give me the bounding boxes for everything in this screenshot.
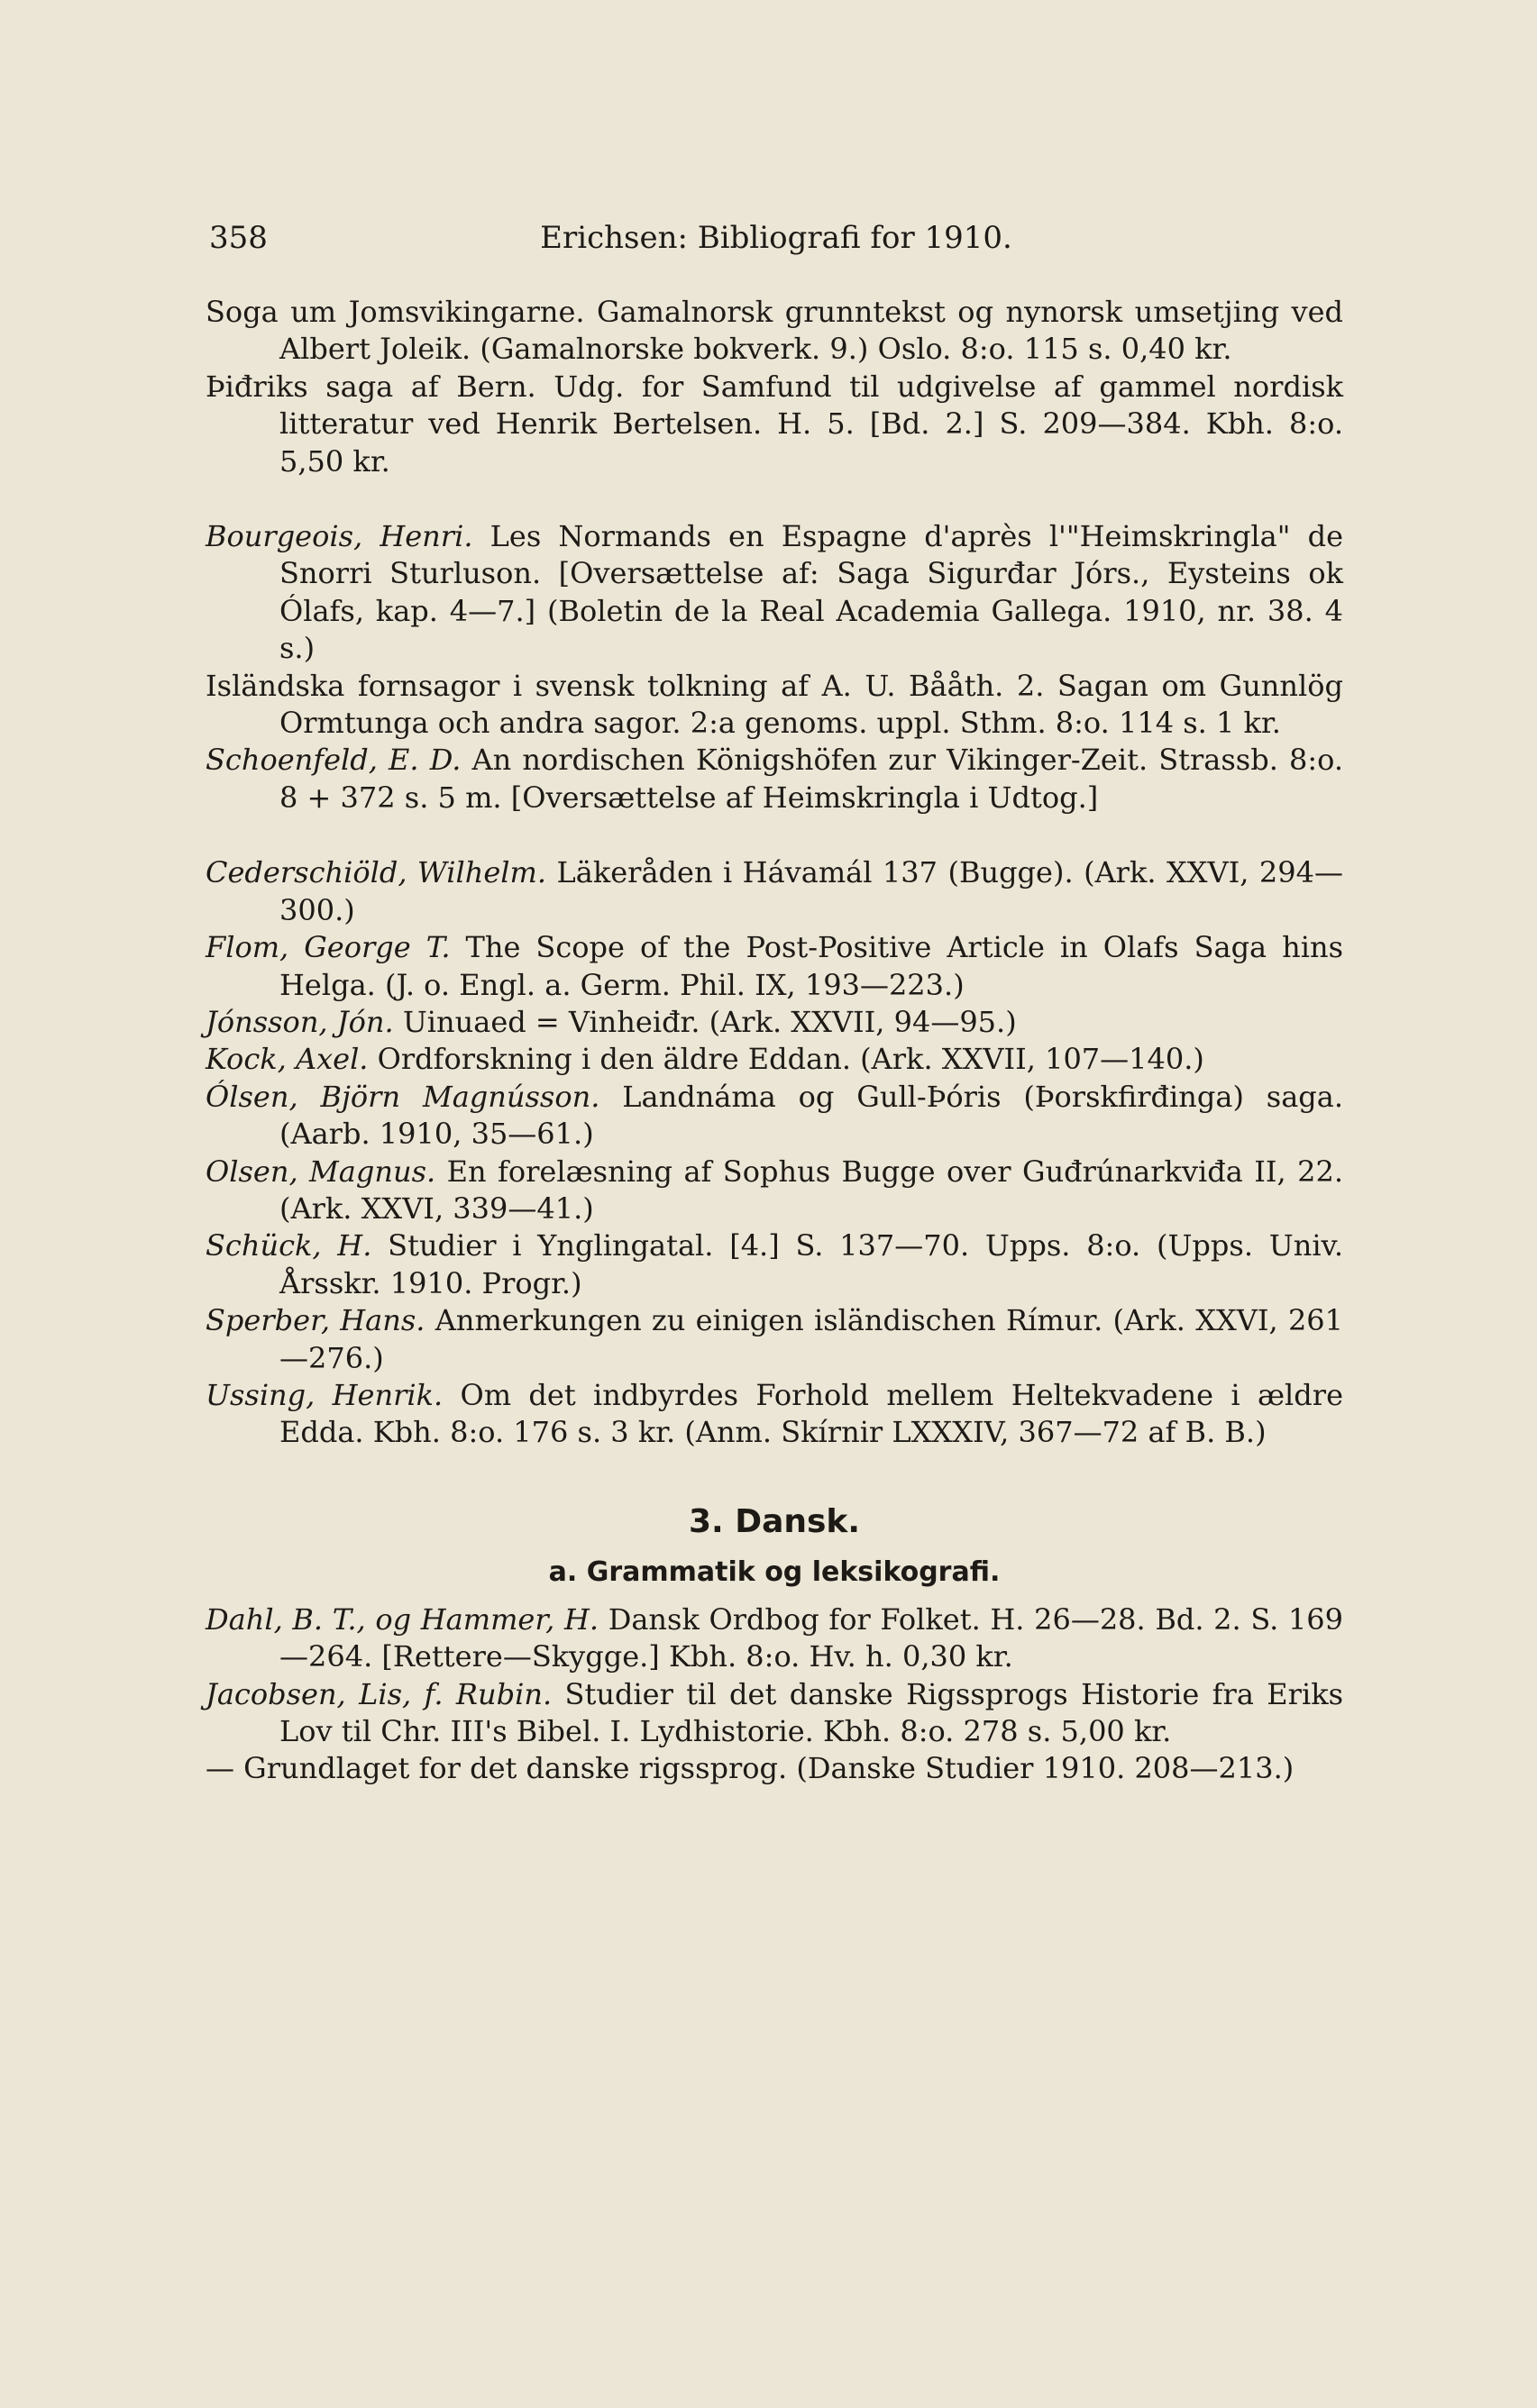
subsection-heading: a. Grammatik og leksikografi.: [548, 1555, 1001, 1588]
entry-author: Flom, George T.: [206, 930, 451, 965]
entry-text: Studier i Ynglingatal. [4.] S. 137—70. Upps. 8:o. (Upps. Univ. Årsskr. 1910. Progr.): [279, 1228, 1344, 1300]
entry-text: An nordischen Königshöfen zur Vikinger-Zeit. Strassb. 8:o. 8 + 372 s. 5 m. [Oversættelse af Heimskringla i Udtog.]: [279, 743, 1343, 815]
entry-text: Les Normands en Espagne d'après l'"Heimskringla" de Snorri Sturluson. [Oversættelse af: Saga Sigurđar Jórs., Eysteins ok Ólafs, kap. 4—7.] (Boletin de la Real Academia Gallega. 1910, nr. 38. 4 s.): [279, 519, 1344, 666]
entry-author: Sperber, Hans.: [206, 1303, 425, 1338]
entry-author: Bourgeois, Henri.: [206, 519, 473, 554]
entry-text: Þiđriks saga af Bern. Udg. for Samfund til udgivelse af gammel nordisk litteratur ved Henrik Bertelsen. H. 5. [Bd. 2.] S. 209—384. Kbh. 8:o. 5,50 kr.: [206, 369, 1343, 479]
entry-group: [206, 854, 1343, 1452]
bibliography-entry: [206, 369, 1343, 480]
bibliography-entry: [206, 1004, 1343, 1041]
bibliography-entry: [206, 929, 1343, 1004]
entry-author: Schück, H.: [206, 1228, 372, 1263]
bibliography-entry: [206, 1601, 1343, 1676]
bibliography-entry: [206, 1676, 1343, 1751]
bibliography-entry: [206, 854, 1343, 929]
entry-text: The Scope of the Post-Positive Article in Olafs Saga hins Helga. (J. o. Engl. a. Germ. Phil. IX, 193—223.): [279, 930, 1343, 1002]
section-heading: 3. Dansk.: [688, 1502, 861, 1540]
running-title: Erichsen: Bibliografi for 1910.: [540, 220, 1012, 256]
bibliography-entry: [206, 1302, 1343, 1377]
page-number: 358: [209, 220, 268, 256]
entry-author: Olsen, Magnus.: [206, 1154, 436, 1189]
entry-text: Om det indbyrdes Forhold mellem Heltekvadene i ældre Edda. Kbh. 8:o. 176 s. 3 kr. (Anm. Skírnir LXXXIV, 367—72 af B. B.): [279, 1377, 1343, 1450]
bibliography-entry: [206, 1750, 1343, 1787]
entry-author: Ussing, Henrik.: [206, 1377, 444, 1412]
bibliography-entry: [206, 1079, 1343, 1154]
entry-text: Landnáma og Gull-Þóris (Þorskfirđinga) saga. (Aarb. 1910, 35—61.): [279, 1079, 1344, 1152]
entry-text: Dansk Ordbog for Folket. H. 26—28. Bd. 2. S. 169—264. [Rettere—Skygge.] Kbh. 8:o. Hv. h. 0,30 kr.: [279, 1601, 1344, 1674]
group-spacer: [206, 816, 1343, 854]
entry-author: Schoenfeld, E. D.: [206, 743, 462, 778]
bibliography-entry: [206, 1041, 1343, 1078]
entry-text: Anmerkungen zu einigen isländischen Rímur. (Ark. XXVI, 261—276.): [279, 1303, 1344, 1375]
bibliography-entry: [206, 668, 1343, 743]
entry-author: Cederschiöld, Wilhelm.: [206, 855, 547, 890]
entry-text: — Grundlaget for det danske rigssprog. (Danske Studier 1910. 208—213.): [206, 1751, 1295, 1786]
entry-text: Ordforskning i den äldre Eddan. (Ark. XXVII, 107—140.): [377, 1042, 1204, 1077]
bibliography-content: [206, 294, 1343, 1788]
entry-group: [206, 1601, 1343, 1788]
entry-author: Jónsson, Jón.: [206, 1004, 394, 1039]
bibliography-entry: [206, 518, 1343, 668]
entry-group: [206, 294, 1343, 480]
entry-text: Uinuaed = Vinheiđr. (Ark. XXVII, 94—95.): [402, 1004, 1017, 1039]
entry-text: En forelæsning af Sophus Bugge over Guđrúnarkviđa II, 22. (Ark. XXVI, 339—41.): [279, 1154, 1344, 1226]
group-spacer: [206, 480, 1343, 518]
group-spacer: [206, 1452, 1343, 1479]
entry-text: Läkeråden i Hávamál 137 (Bugge). (Ark. XXVI, 294—300.): [279, 855, 1344, 927]
bibliography-entry: [206, 1154, 1343, 1228]
entry-author: Jacobsen, Lis, f. Rubin.: [206, 1676, 553, 1711]
entry-author: Kock, Axel.: [206, 1042, 369, 1077]
entry-author: Dahl, B. T., og Hammer, H.: [206, 1601, 599, 1637]
bibliography-entry: [206, 1227, 1343, 1302]
bibliography-entry: [206, 294, 1343, 369]
entry-text: Isländska fornsagor i svensk tolkning af A. U. Bååth. 2. Sagan om Gunnlög Ormtunga och andra sagor. 2:a genoms. uppl. Sthm. 8:o. 114 s. 1 kr.: [206, 668, 1343, 741]
entry-text: Soga um Jomsvikingarne. Gamalnorsk grunntekst og nynorsk umsetjing ved Albert Joleik. (Gamalnorske bokverk. 9.) Oslo. 8:o. 115 s. 0,40 kr.: [206, 295, 1343, 367]
entry-group: [206, 518, 1343, 816]
entry-text: Studier til det danske Rigssprogs Historie fra Eriks Lov til Chr. III's Bibel. I. Lydhistorie. Kbh. 8:o. 278 s. 5,00 kr.: [279, 1676, 1344, 1748]
entry-author: Ólsen, Björn Magnússon.: [206, 1079, 600, 1114]
bibliography-entry: [206, 742, 1343, 816]
page-header: [209, 220, 1343, 265]
bibliography-entry: [206, 1377, 1343, 1452]
